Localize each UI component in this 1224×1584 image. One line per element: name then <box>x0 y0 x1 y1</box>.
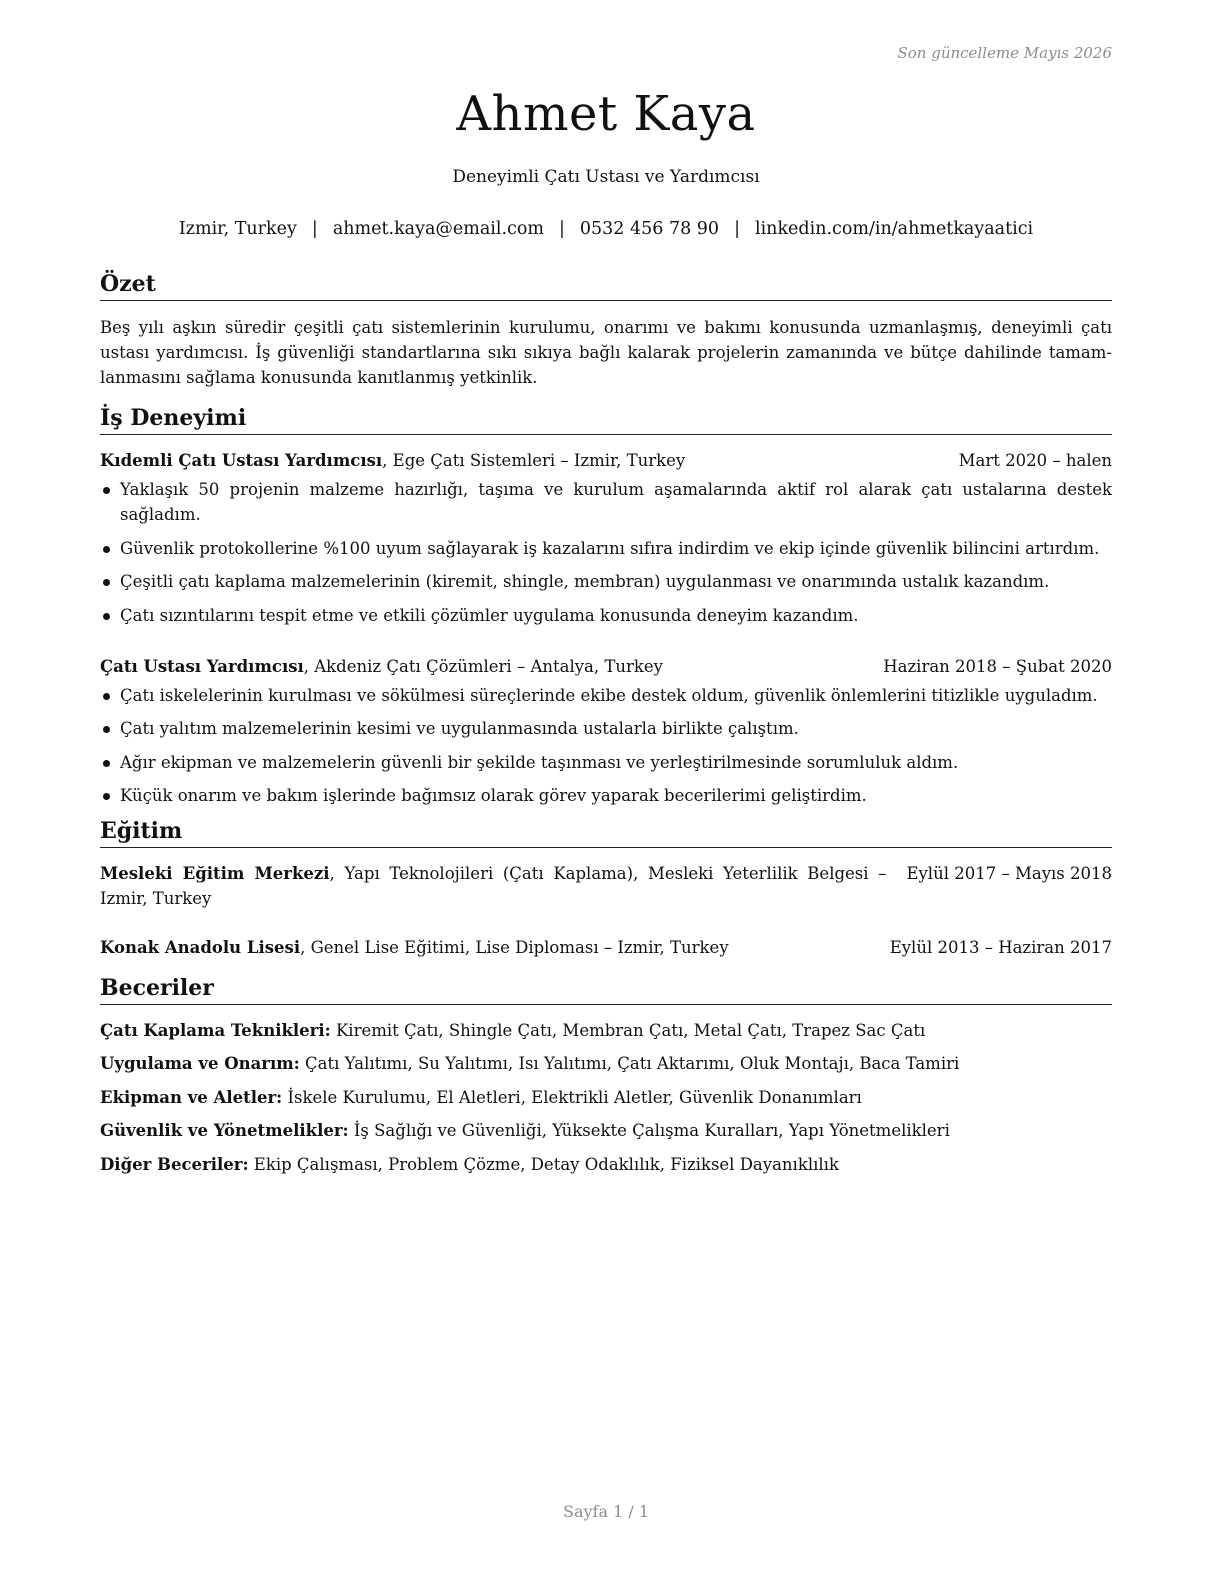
resume-page <box>100 0 1112 1584</box>
section-title-summary: Özet <box>100 270 1112 301</box>
experience-section <box>100 404 1112 808</box>
job-bullet: Güvenlik protokollerine %100 uyum sağlayarak iş kazalarını sıfıra indirdim ve ekip içinde güvenlik bilincini artırdım. <box>100 536 1112 561</box>
job-entry <box>100 654 1112 809</box>
candidate-headline: Deneyimli Çatı Ustası ve Yardımcısı <box>452 167 760 187</box>
job-bullets <box>100 683 1112 809</box>
job-bullet: Yaklaşık 50 projenin malzeme hazırlığı, taşıma ve kurulum aşamalarında aktif rol alarak çatı ustalarına destek sağladım. <box>100 477 1112 527</box>
skills-list <box>100 1018 1112 1177</box>
skill-label: Güvenlik ve Yönetmelikler: <box>100 1121 349 1140</box>
contact-separator: | <box>559 219 565 239</box>
job-entry <box>100 448 1112 628</box>
job-company: , Akdeniz Çatı Çözümleri – Antalya, Turkey <box>303 656 663 676</box>
job-header <box>100 448 1112 473</box>
page-number: Sayfa 1 / 1 <box>562 1502 649 1521</box>
skill-row <box>100 1018 1112 1043</box>
summary-section <box>100 270 1112 390</box>
skill-label: Diğer Beceriler: <box>100 1154 249 1174</box>
job-bullet: Çatı iskelelerinin kurulması ve sökülmesi süreçlerinde ekibe destek oldum, güvenlik önlemlerini titizlikle uyguladım. <box>100 683 1112 708</box>
skill-row <box>100 1118 1112 1143</box>
candidate-name: Ahmet Kaya <box>456 86 756 142</box>
section-title-education: Eğitim <box>100 817 1112 848</box>
education-description <box>100 861 906 911</box>
education-details: , Yapı Teknolojileri (Çatı Kaplama), Mesleki Yeterlilik Belgesi – Izmir, Turkey <box>100 863 887 908</box>
skill-label: Uygulama ve Onarım: <box>100 1054 300 1073</box>
job-role: Kıdemli Çatı Ustası Yardımcısı <box>100 451 383 470</box>
job-role: Çatı Ustası Yardımcısı <box>100 656 304 676</box>
skill-row <box>100 1152 1112 1177</box>
education-description <box>100 935 890 960</box>
contact-phone[interactable]: 0532 456 78 90 <box>579 219 720 239</box>
contact-linkedin[interactable]: linkedin.com/in/ahmetkayaatici <box>754 219 1034 239</box>
skill-value: Ekip Çalışması, Problem Çözme, Detay Odaklılık, Fiziksel Dayanıklılık <box>248 1154 839 1174</box>
job-bullet: Ağır ekipman ve malzemelerin güvenli bir şekilde taşınması ve yerleştirilmesinde sorumluluk aldım. <box>100 750 1112 775</box>
last-updated-note: Son güncelleme Mayıs 2026 <box>897 44 1112 62</box>
education-details: , Genel Lise Eğitimi, Lise Diploması – Izmir, Turkey <box>300 937 729 957</box>
summary-text: Beş yılı aşkın süredir çeşitli çatı sistemlerinin kurulumu, onarımı ve bakımı konusunda uzmanlaşmış, deneyimli çatı ustası yardımcısı. İş güvenliği standartlarına sıkı sıkıya bağlı kalarak projelerin zamanında ve bütçe dahilinde tamamlanmasını sağlama konusunda kanıtlanmış yetkinlik. <box>100 318 1112 387</box>
skill-label: Çatı Kaplama Teknikleri: <box>100 1020 331 1040</box>
section-title-experience: İş Deneyimi <box>100 404 1112 435</box>
job-date: Haziran 2018 – Şubat 2020 <box>883 656 1112 676</box>
skill-row <box>100 1085 1112 1110</box>
job-header <box>100 654 1112 679</box>
section-title-skills: Beceriler <box>100 974 1112 1005</box>
skill-value: İskele Kurulumu, El Aletleri, Elektrikli Aletler, Güvenlik Donanımları <box>282 1087 862 1107</box>
job-bullets <box>100 477 1112 628</box>
skills-section <box>100 974 1112 1177</box>
job-bullet: Çatı yalıtım malzemelerinin kesimi ve uygulanmasında ustalarla birlikte çalıştım. <box>100 716 1112 741</box>
job-company: , Ege Çatı Sistemleri – Izmir, Turkey <box>382 451 686 470</box>
job-title-line <box>100 448 685 473</box>
job-title-line <box>100 654 663 679</box>
skill-value: Kiremit Çatı, Shingle Çatı, Membran Çatı, Metal Çatı, Trapez Sac Çatı <box>330 1020 926 1040</box>
contact-separator: | <box>734 219 740 239</box>
skill-label: Ekipman ve Aletler: <box>100 1087 283 1107</box>
education-date: Eylül 2017 – Mayıs 2018 <box>906 863 1112 883</box>
contact-location: Izmir, Turkey <box>178 219 297 239</box>
education-date: Eylül 2013 – Haziran 2017 <box>889 937 1112 957</box>
education-school: Konak Anadolu Lisesi <box>100 937 301 957</box>
education-entry <box>100 861 1112 911</box>
job-date: Mart 2020 – halen <box>958 451 1112 470</box>
resume-body <box>100 270 1112 1185</box>
education-entry <box>100 935 1112 960</box>
education-school: Mesleki Eğitim Merkezi <box>100 863 330 883</box>
skill-value: Çatı Yalıtımı, Su Yalıtımı, Isı Yalıtımı, Çatı Aktarımı, Oluk Montajı, Baca Tamiri <box>299 1054 960 1073</box>
job-bullet: Çatı sızıntılarını tespit etme ve etkili çözümler uygulama konusunda deneyim kazandım. <box>100 603 1112 628</box>
job-bullet: Çeşitli çatı kaplama malzemelerinin (kiremit, shingle, membran) uygulanması ve onarımında ustalık kazandım. <box>100 569 1112 594</box>
contact-line <box>100 219 1112 239</box>
job-bullet: Küçük onarım ve bakım işlerinde bağımsız olarak görev yaparak becerilerimi geliştirdim. <box>100 783 1112 808</box>
skill-value: İş Sağlığı ve Güvenliği, Yüksekte Çalışma Kuralları, Yapı Yönetmelikleri <box>348 1121 950 1140</box>
skill-row <box>100 1051 1112 1076</box>
contact-email[interactable]: ahmet.kaya@email.com <box>332 219 544 239</box>
education-section <box>100 817 1112 960</box>
contact-separator: | <box>311 219 318 239</box>
